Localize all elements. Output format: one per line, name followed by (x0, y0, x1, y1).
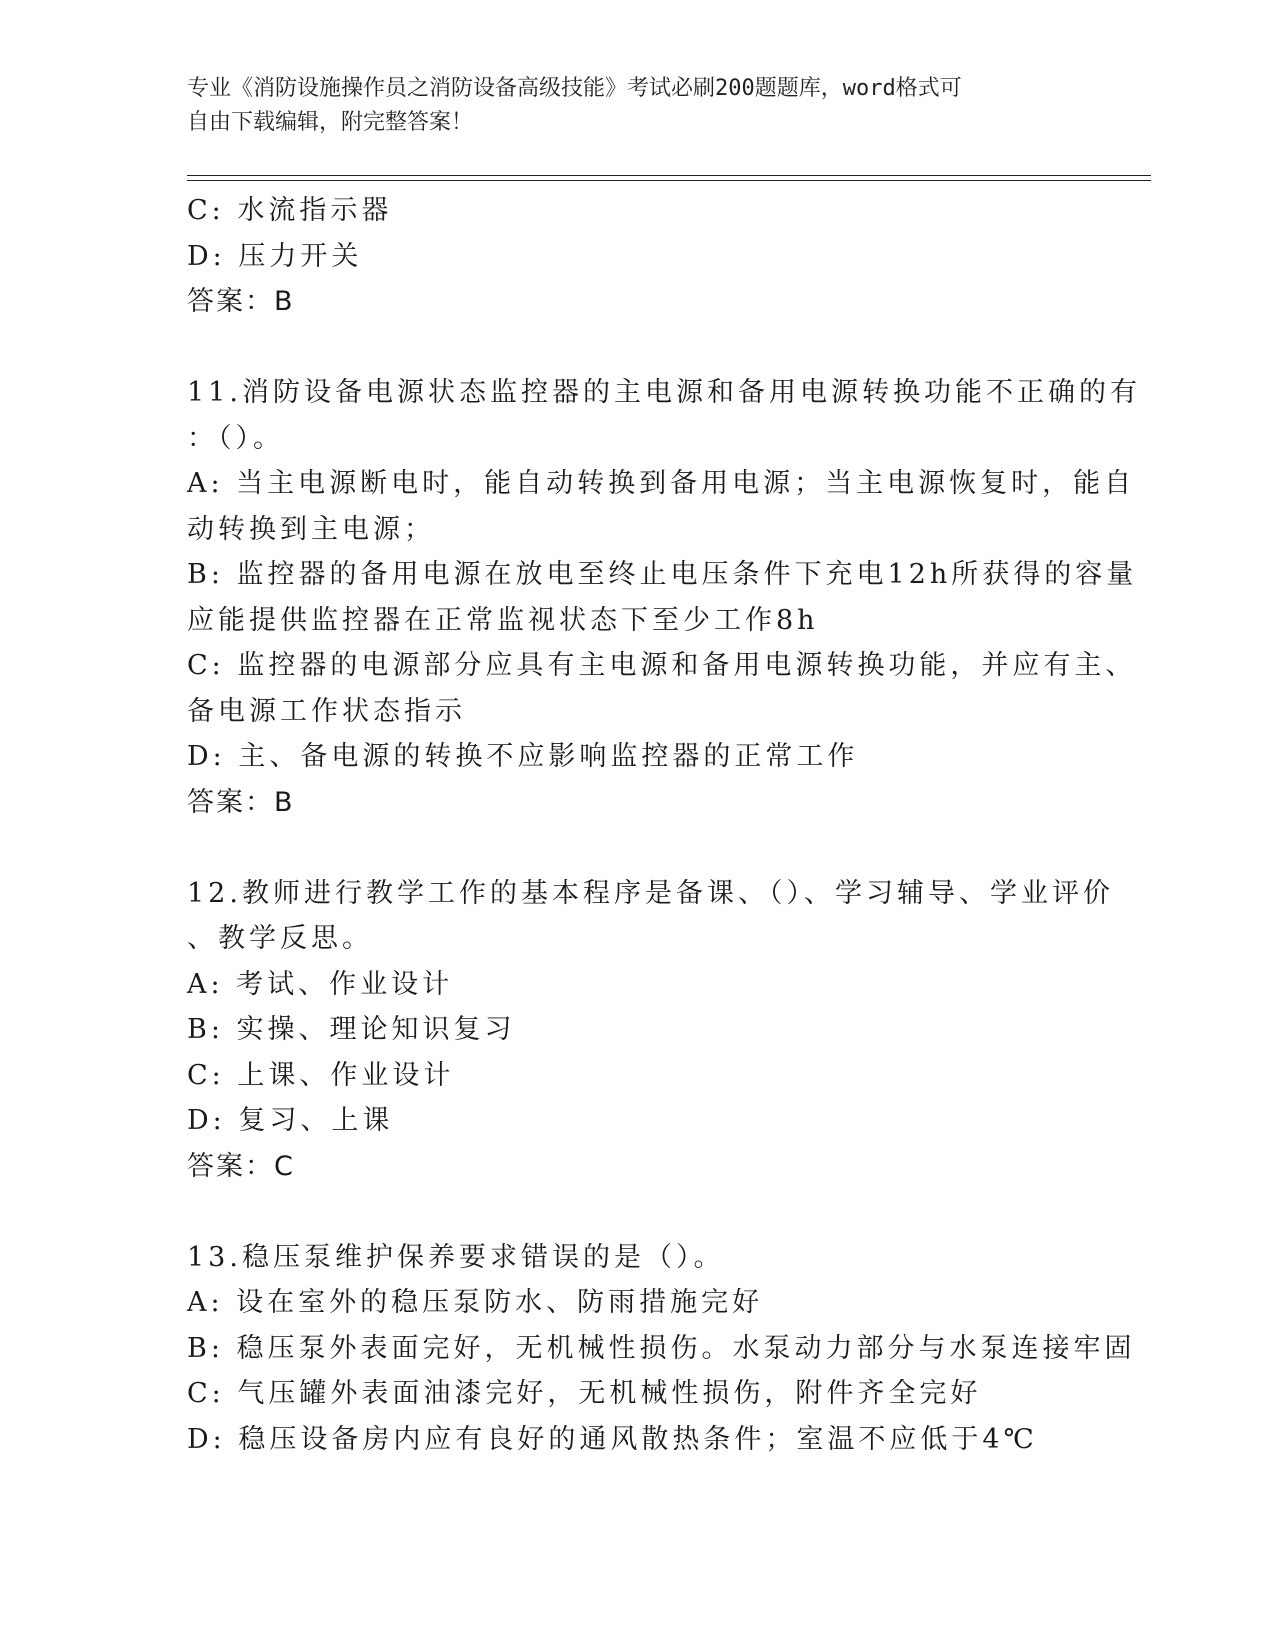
q11-option-b-line-2: 应能提供监控器在正常监视状态下至少工作8h (187, 604, 819, 636)
header-divider-bottom (187, 180, 1151, 181)
spacer (187, 325, 1067, 371)
header-divider-top (187, 175, 1151, 176)
prev-answer: 答案：B (187, 286, 295, 317)
q13-option-a: A: 设在室外的稳压泵防水、防雨措施完好 (187, 1287, 764, 1318)
q13-option-d: D: 稳压设备房内应有良好的通风散热条件；室温不应低于4℃ (187, 1423, 1038, 1455)
q13-stem-line-1: 13.稳压泵维护保养要求错误的是（）。 (187, 1241, 725, 1273)
page-header (187, 72, 1067, 140)
q11-option-c-line-2: 备电源工作状态指示 (187, 695, 466, 727)
q12-option-c: C: 上课、作业设计 (187, 1059, 455, 1091)
q12-option-d: D: 复习、上课 (187, 1105, 394, 1136)
q13-option-c: C: 气压罐外表面油漆完好，无机械性损伤，附件齐全完好 (187, 1378, 982, 1409)
document-body (187, 188, 1141, 1462)
q11-answer: 答案：B (187, 786, 295, 818)
q11-option-a-line-2: 动转换到主电源； (187, 513, 435, 545)
q13-option-b: B: 稳压泵外表面完好，无机械性损伤。水泵动力部分与水泵连接牢固 (187, 1332, 1136, 1364)
q12-stem-line-1: 12.教师进行教学工作的基本程序是备课、（）、学习辅导、学业评价 (187, 877, 1114, 909)
prev-option-d: D: 压力开关 (187, 240, 363, 272)
q11-option-c-line-1: C: 监控器的电源部分应具有主电源和备用电源转换功能，并应有主、 (187, 650, 1137, 681)
q12-answer: 答案：C (187, 1150, 295, 1182)
q11-stem-line-1: 11.消防设备电源状态监控器的主电源和备用电源转换功能不正确的有 (187, 377, 1141, 408)
spacer (187, 825, 1067, 871)
header-title-line-2: 自由下载编辑，附完整答案！ (187, 110, 474, 135)
spacer (187, 1189, 1067, 1235)
q11-option-d: D: 主、备电源的转换不应影响监控器的正常工作 (187, 741, 859, 772)
q12-option-a: A: 考试、作业设计 (187, 968, 454, 1000)
header-title-line-1: 专业《消防设施操作员之消防设备高级技能》考试必刷200题题库，word格式可 (187, 76, 962, 101)
q12-stem-line-2: 、教学反思。 (187, 923, 373, 954)
q12-option-b: B: 实操、理论知识复习 (187, 1014, 516, 1045)
q11-option-b-line-1: B: 监控器的备用电源在放电至终止电压条件下充电12h所获得的容量 (187, 559, 1138, 590)
prev-option-c: C: 水流指示器 (187, 195, 393, 226)
q11-option-a-line-1: A: 当主电源断电时，能自动转换到备用电源；当主电源恢复时，能自 (187, 468, 1136, 499)
q11-stem-line-2: ：（）。 (187, 422, 284, 454)
